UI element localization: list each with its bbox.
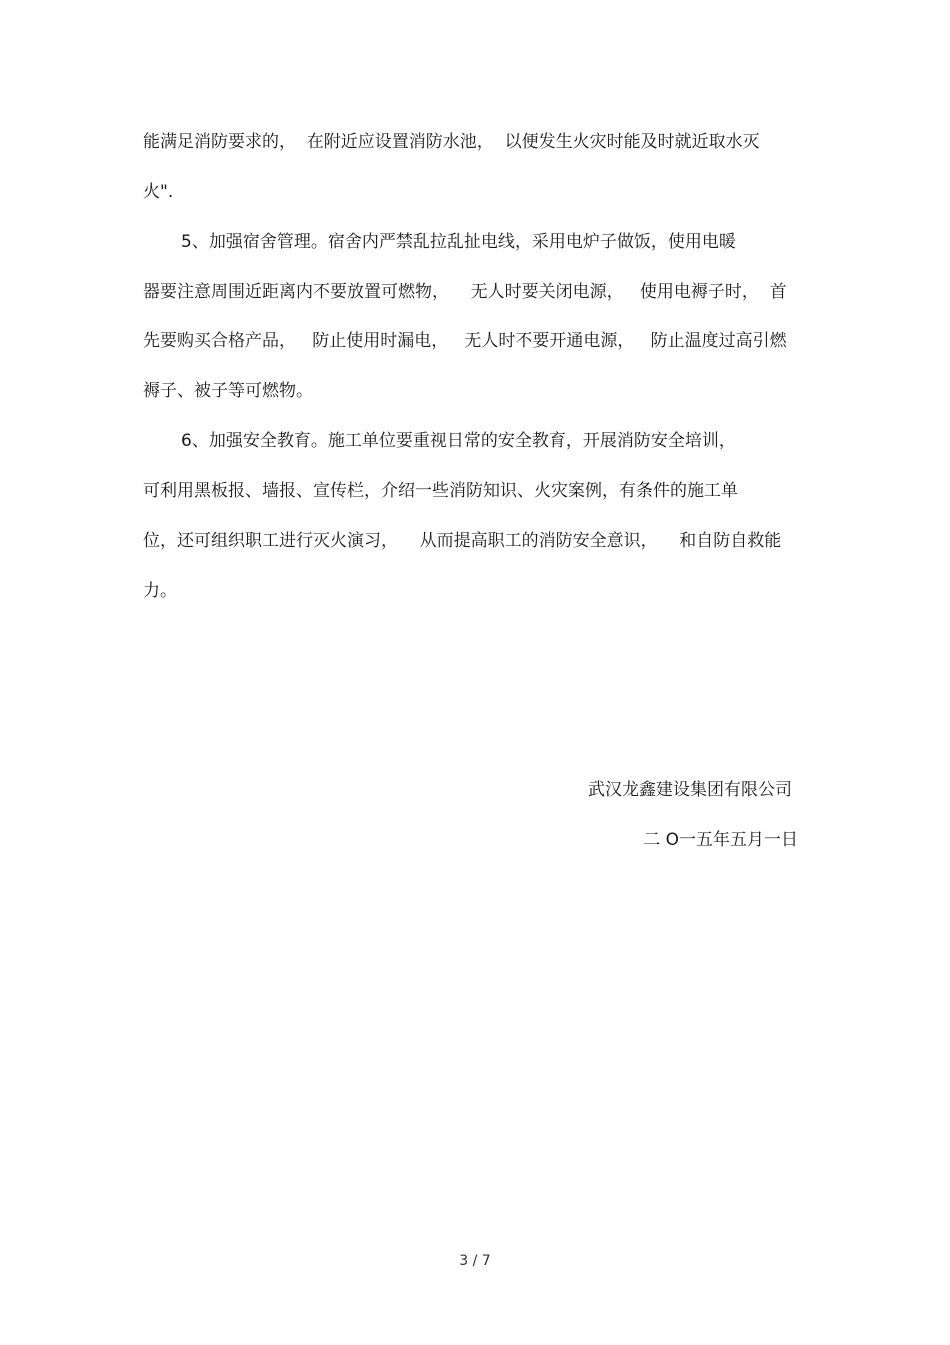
paragraph-6-line-2: 可利用黑板报、墙报、宣传栏，介绍一些消防知识、火灾案例，有条件的施工单 xyxy=(143,481,738,501)
page-number: 3 / 7 xyxy=(459,1253,491,1269)
paragraph-6-line-4: 力。 xyxy=(143,581,177,601)
paragraph-6-line-1: 6、加强安全教育。施工单位要重视日常的安全教育，开展消防安全培训， xyxy=(181,431,736,451)
paragraph-5-line-1: 5、加强宿舍管理。宿舍内严禁乱拉乱扯电线，采用电炉子做饭，使用电暖 xyxy=(181,232,736,252)
paragraph-prev-line-2: 火". xyxy=(143,182,174,202)
paragraph-prev-line-1: 能满足消防要求的， 在附近应设置消防水池， 以便发生火灾时能及时就近取水灭 xyxy=(143,132,760,152)
paragraph-6-line-3: 位，还可组织职工进行灭火演习， 从而提高职工的消防安全意识， 和自防自救能 xyxy=(143,531,782,551)
paragraph-5-line-4: 褥子、被子等可燃物。 xyxy=(143,381,313,401)
signature-company: 武汉龙鑫建设集团有限公司 xyxy=(588,780,792,800)
signature-date: 二 O一五年五月一日 xyxy=(643,830,798,850)
paragraph-5-line-3: 先要购买合格产品， 防止使用时漏电， 无人时不要开通电源， 防止温度过高引燃 xyxy=(143,331,787,351)
paragraph-5-line-2: 器要注意周围近距离内不要放置可燃物， 无人时要关闭电源， 使用电褥子时， 首 xyxy=(143,282,787,302)
